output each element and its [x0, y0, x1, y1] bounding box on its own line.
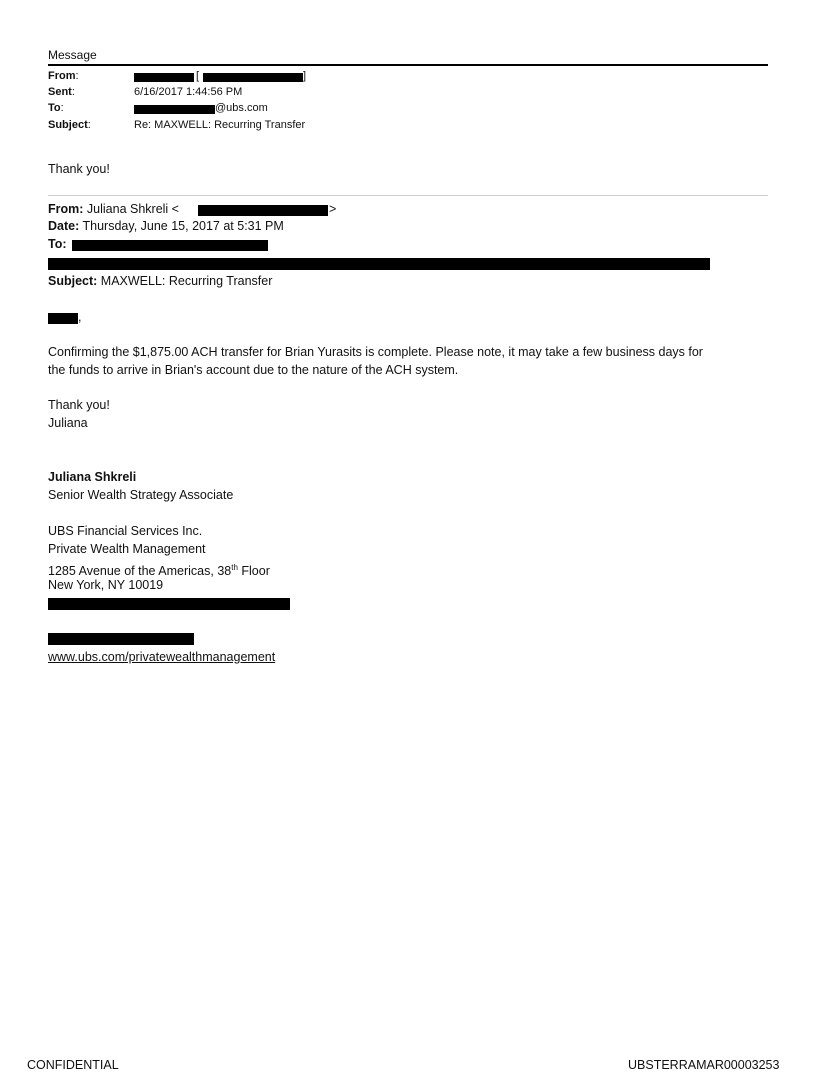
- quoted-subject-label: Subject:: [48, 274, 98, 288]
- quoted-date-label: Date:: [48, 219, 80, 233]
- subject-label: Subject:: [48, 119, 91, 131]
- quoted-body-line-1: Confirming the $1,875.00 ACH transfer for Brian Yurasits is complete. Please note, it may take a few business days for: [48, 345, 703, 359]
- footer-confidential: CONFIDENTIAL: [27, 1058, 119, 1072]
- quoted-body-line-2: the funds to arrive in Brian's account due to the nature of the ACH system.: [48, 363, 459, 377]
- redaction-to-address: [134, 105, 215, 114]
- quote-divider: [48, 195, 768, 196]
- message-section-label: Message: [48, 48, 97, 62]
- signature-city: New York, NY 10019: [48, 578, 164, 592]
- sent-value: 6/16/2017 1:44:56 PM: [134, 86, 243, 98]
- header-rule: [48, 64, 768, 66]
- quoted-from-name: Juliana Shkreli <: [86, 202, 179, 216]
- redaction-salutation-name: [48, 313, 78, 324]
- quoted-thanks: Thank you!: [48, 398, 110, 412]
- to-label: To:: [48, 102, 64, 114]
- quoted-date: [48, 218, 284, 235]
- quoted-from-close: >: [329, 202, 337, 216]
- signature-name: Juliana Shkreli: [48, 470, 137, 484]
- redaction-signature-email: [48, 633, 194, 645]
- from-bracket-close: ]: [303, 70, 307, 82]
- footer-bates-number: UBSTERRAMAR00003253: [628, 1058, 780, 1072]
- quoted-to: [48, 236, 67, 253]
- signature-division: Private Wealth Management: [48, 542, 206, 556]
- from-bracket-open: [: [196, 70, 200, 82]
- redaction-quoted-from-email: [198, 205, 328, 216]
- quoted-from: [48, 201, 179, 218]
- signature-title: Senior Wealth Strategy Associate: [48, 488, 234, 502]
- redaction-quoted-to: [72, 240, 268, 251]
- quoted-to-label: To:: [48, 237, 67, 251]
- from-label: From:: [48, 70, 79, 82]
- quoted-subject: [48, 273, 272, 290]
- redaction-quoted-cc: [48, 258, 710, 270]
- signature-company: UBS Financial Services Inc.: [48, 524, 203, 538]
- quoted-from-label: From:: [48, 202, 84, 216]
- signature-address: 1285 Avenue of the Americas, 38th Floor: [48, 563, 270, 579]
- quoted-subject-value: MAXWELL: Recurring Transfer: [100, 274, 273, 288]
- sent-label: Sent:: [48, 86, 75, 98]
- redaction-signature-phone: [48, 598, 290, 610]
- salutation-suffix: ,: [78, 310, 82, 324]
- reply-body: Thank you!: [48, 162, 110, 176]
- redaction-from-name: [134, 73, 194, 82]
- subject-value: Re: MAXWELL: Recurring Transfer: [134, 119, 306, 131]
- redaction-from-email: [203, 73, 303, 82]
- quoted-date-value: Thursday, June 15, 2017 at 5:31 PM: [82, 219, 284, 233]
- quoted-signoff: Juliana: [48, 416, 88, 430]
- website-link[interactable]: www.ubs.com/privatewealthmanagement: [48, 650, 276, 664]
- to-domain: @ubs.com: [215, 102, 268, 114]
